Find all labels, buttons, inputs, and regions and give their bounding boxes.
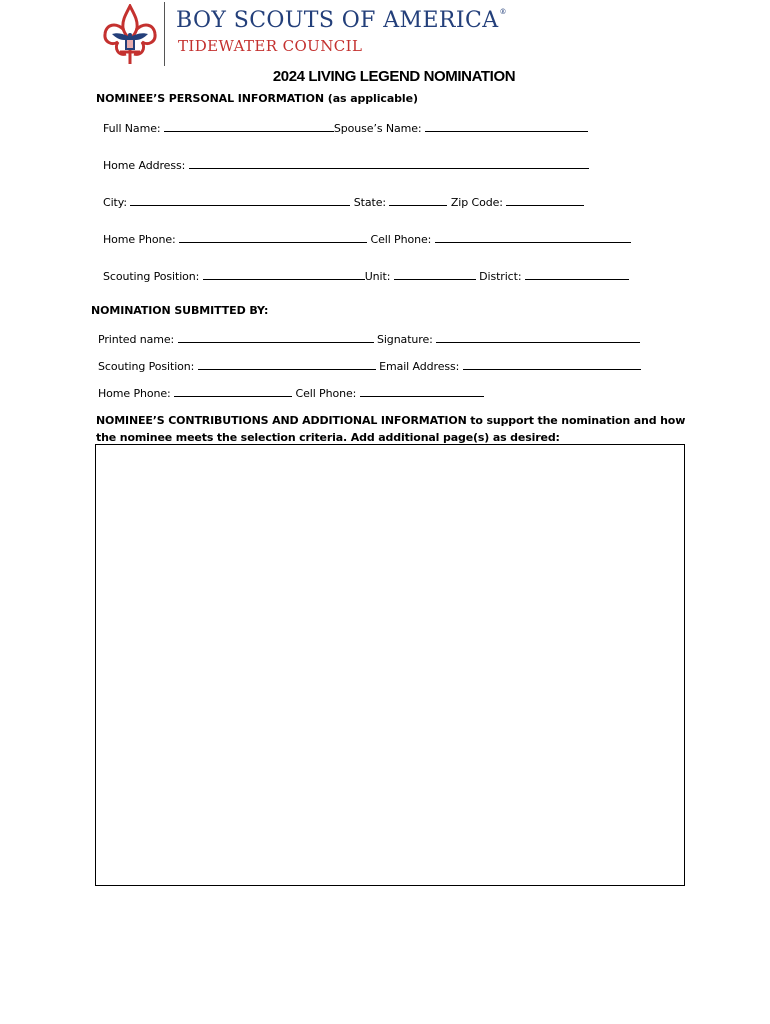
home-phone-label: Home Phone: <box>103 233 176 246</box>
city-label: City: <box>103 196 127 209</box>
home-address-field[interactable] <box>189 157 589 169</box>
district-label: District: <box>479 270 522 283</box>
zip-field[interactable] <box>506 194 584 206</box>
scouting-position-field[interactable] <box>203 268 365 280</box>
printed-name-label: Printed name: <box>98 333 175 346</box>
state-label: State: <box>353 196 387 209</box>
submitter-scouting-position-field[interactable] <box>198 358 376 370</box>
scouting-position-label: Scouting Position: <box>103 270 200 283</box>
unit-label: Unit: <box>364 270 391 283</box>
nominee-position-row <box>103 268 629 283</box>
submitter-scouting-position-label: Scouting Position: <box>98 360 195 373</box>
bsa-logo <box>100 4 160 66</box>
unit-field[interactable] <box>394 268 476 280</box>
council-name: TIDEWATER COUNCIL <box>178 37 363 55</box>
email-label: Email Address: <box>379 360 460 373</box>
spouse-name-label: Spouse’s Name: <box>333 122 422 135</box>
nominee-name-row <box>103 120 588 135</box>
city-field[interactable] <box>130 194 350 206</box>
email-field[interactable] <box>463 358 641 370</box>
home-phone-field[interactable] <box>179 231 367 243</box>
full-name-label: Full Name: <box>103 122 161 135</box>
org-name: BOY SCOUTS OF AMERICA® <box>176 8 507 33</box>
contributions-heading: NOMINEE’S CONTRIBUTIONS AND ADDITIONAL INFORMATION to support the nomination and how the nominee meets the selection criteria. Add additional page(s) as desired: <box>96 414 686 444</box>
full-name-field[interactable] <box>164 120 334 132</box>
district-field[interactable] <box>525 268 629 280</box>
submitter-position-row <box>98 358 641 373</box>
submitter-cell-phone-label: Cell Phone: <box>295 387 357 400</box>
submitter-name-row <box>98 331 640 346</box>
zip-label: Zip Code: <box>450 196 503 209</box>
submitter-phone-row <box>98 385 484 400</box>
home-address-label: Home Address: <box>103 159 186 172</box>
submitter-home-phone-label: Home Phone: <box>98 387 171 400</box>
contributions-text-box[interactable] <box>95 444 685 886</box>
city-state-zip-row <box>103 194 584 209</box>
nominee-phone-row <box>103 231 631 246</box>
nominee-section-heading: NOMINEE’S PERSONAL INFORMATION (as applicable) <box>96 92 418 105</box>
spouse-name-field[interactable] <box>425 120 588 132</box>
submitter-home-phone-field[interactable] <box>174 385 292 397</box>
cell-phone-label: Cell Phone: <box>370 233 432 246</box>
signature-field[interactable] <box>436 331 640 343</box>
home-address-row <box>103 157 589 172</box>
registered-mark: ® <box>499 8 507 16</box>
state-field[interactable] <box>389 194 447 206</box>
printed-name-field[interactable] <box>178 331 374 343</box>
signature-label: Signature: <box>376 333 433 346</box>
submitter-cell-phone-field[interactable] <box>360 385 484 397</box>
header-divider <box>164 2 165 66</box>
submitted-section-heading: NOMINATION SUBMITTED BY: <box>91 304 269 317</box>
document-title: 2024 LIVING LEGEND NOMINATION <box>272 68 516 85</box>
cell-phone-field[interactable] <box>435 231 631 243</box>
